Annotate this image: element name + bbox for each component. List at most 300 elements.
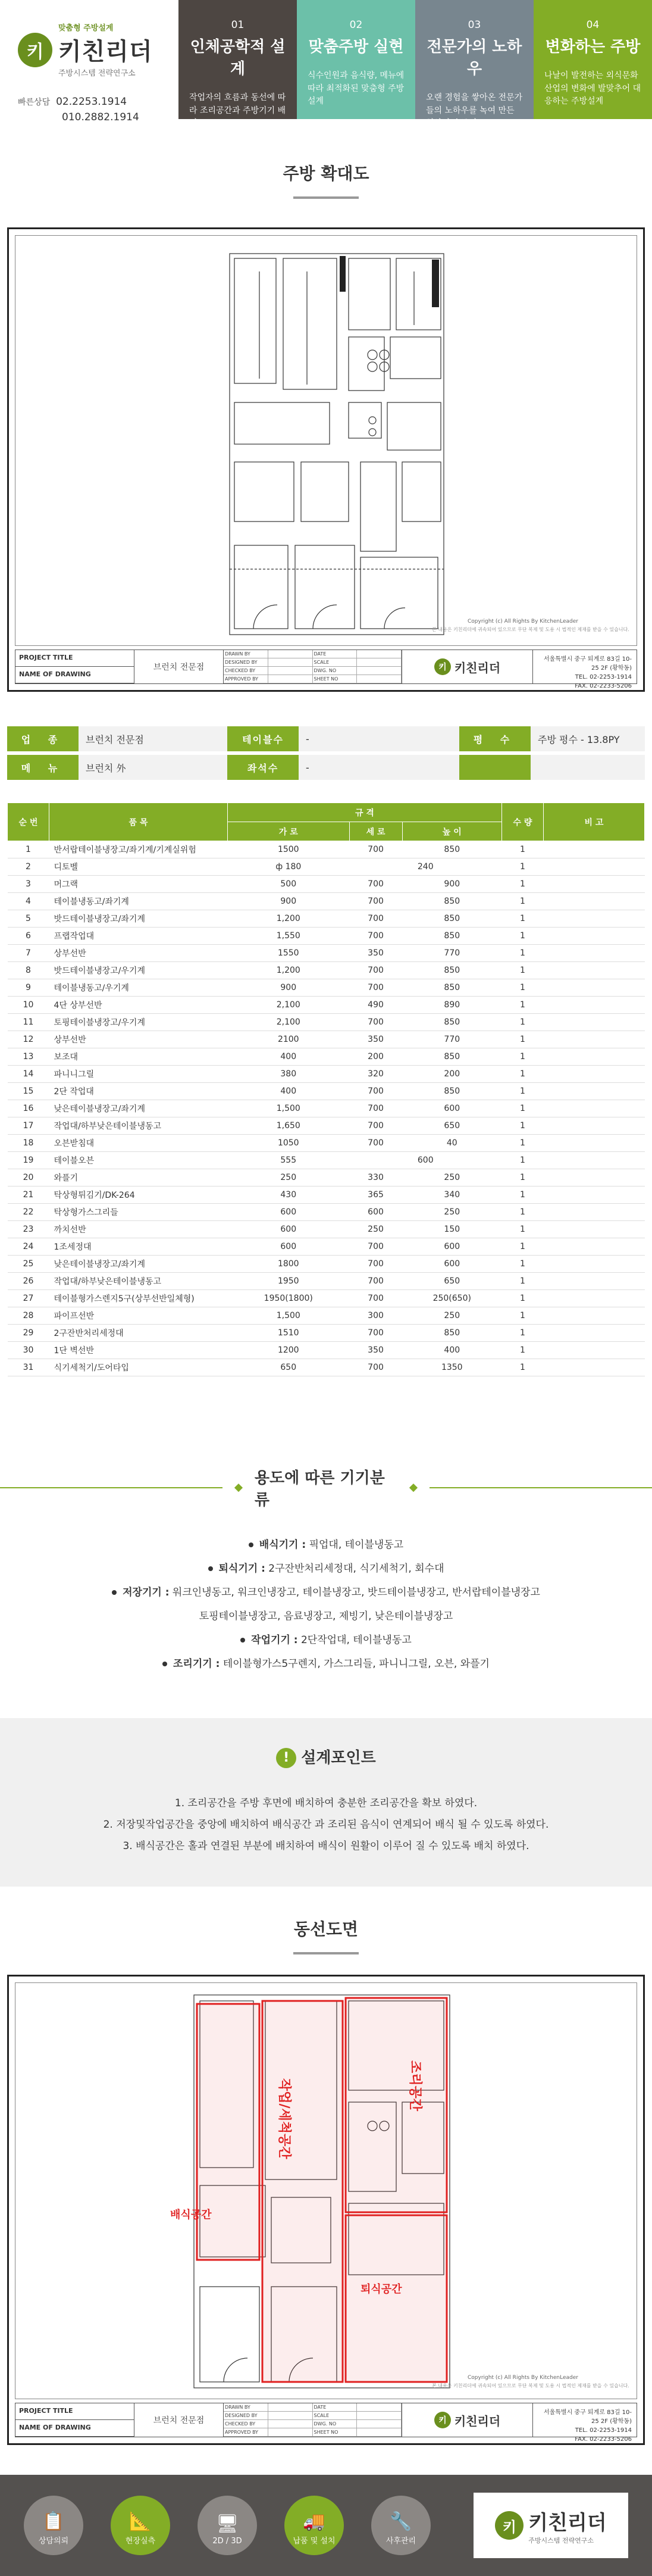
- cell-height: 650: [402, 1117, 501, 1135]
- cell-note: [544, 893, 645, 910]
- cell-width: 600: [228, 1238, 350, 1256]
- cell-height: 250: [402, 1204, 501, 1221]
- drawing-copyright-note: 본 내용은 키친리더에 귀속되어 있으므로 무단 복제 및 도용 시 법적인 제재를 받을 수 있습니다.: [432, 627, 629, 632]
- cell-depth: 350: [349, 1031, 402, 1048]
- design-point: 2. 저장및작업공간을 중앙에 배치하여 배식공간 과 조리된 음식이 연계되어 배식 될 수 있도록 하였다.: [103, 1818, 549, 1831]
- cell-no: 29: [8, 1325, 49, 1342]
- cell-item: 밧드테이블냉장고/우기계: [49, 962, 228, 979]
- bullet-icon: [162, 1662, 167, 1666]
- cell-height: 150: [402, 1221, 501, 1238]
- cell-note: [544, 1048, 645, 1066]
- table-row: [8, 1307, 645, 1325]
- cell-height: 600: [402, 1238, 501, 1256]
- logo-mark-icon: 키: [495, 2511, 524, 2540]
- table-row: [8, 1325, 645, 1342]
- table-row: [8, 910, 645, 928]
- table-row: [8, 1014, 645, 1031]
- cell-depth: 700: [349, 962, 402, 979]
- cell-height: 770: [402, 945, 501, 962]
- col-no: 순 번: [8, 803, 49, 841]
- cell-width: 900: [228, 893, 350, 910]
- cell-depth: 350: [349, 1342, 402, 1359]
- table-row: [8, 1135, 645, 1152]
- feature-desc: 나날이 발전하는 외식문화 산업의 변화에 발맞추어 대응하는 주방설계: [544, 71, 641, 107]
- aftercare-button[interactable]: 🔧 사후관리: [371, 2496, 431, 2555]
- cell-height: 850: [402, 841, 501, 858]
- cell-item: 머그랙: [49, 876, 228, 893]
- cell-height: 340: [402, 1186, 501, 1204]
- cell-note: [544, 945, 645, 962]
- feature-desc: 오랜 경험을 쌓아온 전문가들의 노하우를 녹여 만든 최상의 솔루션: [426, 93, 523, 129]
- cell-item: 디토벨: [49, 858, 228, 876]
- cell-note: [544, 841, 645, 858]
- cell-depth: 700: [349, 1325, 402, 1342]
- cell-qty: 1: [502, 962, 544, 979]
- cell-note: [544, 1135, 645, 1152]
- cell-item: 테이블냉동고/좌기계: [49, 893, 228, 910]
- cell-qty: 1: [502, 1307, 544, 1325]
- spec-table-body: [8, 841, 645, 1376]
- cell-height: 850: [402, 910, 501, 928]
- cell-no: 4: [8, 893, 49, 910]
- drawing-copyright: Copyright (c) All Rights By KitchenLeader: [468, 619, 578, 625]
- cell-height: 400: [402, 1342, 501, 1359]
- cell-note: [544, 962, 645, 979]
- cell-qty: 1: [502, 1186, 544, 1204]
- cell-height: 850: [402, 1048, 501, 1066]
- cell-depth: 700: [349, 1238, 402, 1256]
- cell-no: 27: [8, 1290, 49, 1307]
- cell-no: 22: [8, 1204, 49, 1221]
- cell-width: 250: [228, 1169, 350, 1186]
- cell-no: 31: [8, 1359, 49, 1376]
- cell-note: [544, 1014, 645, 1031]
- cell-no: 30: [8, 1342, 49, 1359]
- table-row: [8, 962, 645, 979]
- cell-note: [544, 1359, 645, 1376]
- cell-note: [544, 979, 645, 997]
- zone-label-serve: 배식공간: [170, 2209, 212, 2222]
- cell-qty: 1: [502, 1238, 544, 1256]
- cell-item: 프랩작업대: [49, 928, 228, 945]
- logo-mark-icon: 키: [434, 2412, 451, 2428]
- cell-note: [544, 1169, 645, 1186]
- col-depth: 세 로: [349, 822, 402, 841]
- col-size: 규 격: [228, 803, 502, 822]
- feature-desc: 식수인원과 음식량, 메뉴에 따라 최적화된 맞춤형 주방설계: [308, 71, 405, 107]
- cell-item: 반서랍테이블냉장고/좌기계/기계실위험: [49, 841, 228, 858]
- cell-no: 15: [8, 1083, 49, 1100]
- cell-no: 10: [8, 997, 49, 1014]
- cell-qty: 1: [502, 1066, 544, 1083]
- feature-3: [415, 0, 534, 129]
- cell-note: [544, 1342, 645, 1359]
- cell-qty: 1: [502, 910, 544, 928]
- cell-item: 테이블형가스렌지5구(상부선반일체형): [49, 1290, 228, 1307]
- cell-no: 13: [8, 1048, 49, 1066]
- exclamation-icon: !: [276, 1748, 296, 1768]
- table-row: [8, 997, 645, 1014]
- cell-note: [544, 1238, 645, 1256]
- cell-qty: 1: [502, 841, 544, 858]
- title-block-address: 서울특별시 중구 퇴계로 83길 10-25 2F (황학동) TEL. 02-2253-1914 FAX. 02-2233-5206: [543, 656, 632, 689]
- feature-title: 맞춤주방 실현: [308, 38, 404, 56]
- table-row: [8, 1100, 645, 1117]
- cell-depth: 490: [349, 997, 402, 1014]
- title-block: [15, 650, 637, 689]
- cell-note: [544, 1204, 645, 1221]
- category-line: 작업기기 : 2단작업대, 테이블냉동고: [0, 1629, 652, 1653]
- cell-item: 테이블오븐: [49, 1152, 228, 1169]
- cell-width: 1550: [228, 945, 350, 962]
- drawing-name-label: NAME OF DRAWING: [15, 667, 134, 683]
- cell-item: 작업대/하부낮은테이블냉동고: [49, 1273, 228, 1290]
- cell-no: 3: [8, 876, 49, 893]
- cell-width: 900: [228, 979, 350, 997]
- cell-qty: 1: [502, 979, 544, 997]
- section-title-flow: 동선도면: [0, 1887, 652, 1954]
- cell-depth: 700: [349, 1100, 402, 1117]
- table-row: [8, 1048, 645, 1066]
- brand-logo[interactable]: [18, 21, 178, 78]
- cell-height: 850: [402, 962, 501, 979]
- project-name: 브런치 전문점: [134, 650, 224, 683]
- cell-depth: 250: [349, 1221, 402, 1238]
- table-row: [8, 1238, 645, 1256]
- table-row: [8, 1221, 645, 1238]
- cell-no: 25: [8, 1256, 49, 1273]
- cell-qty: 1: [502, 1256, 544, 1273]
- cell-item: 1조세정대: [49, 1238, 228, 1256]
- cell-qty: 1: [502, 1031, 544, 1048]
- cell-item: 탁상형가스그리들: [49, 1204, 228, 1221]
- cell-item: 테이블냉동고/우기계: [49, 979, 228, 997]
- cell-item: 보조대: [49, 1048, 228, 1066]
- cell-qty: 1: [502, 1325, 544, 1342]
- feature-num: 03: [468, 19, 481, 31]
- cell-qty: 1: [502, 893, 544, 910]
- cell-item: 까치선반: [49, 1221, 228, 1238]
- cell-qty: 1: [502, 876, 544, 893]
- cell-item: 파니니그릴: [49, 1066, 228, 1083]
- cell-width: ф 180: [228, 858, 350, 876]
- col-item: 품 목: [49, 803, 228, 841]
- cell-height: 770: [402, 1031, 501, 1048]
- design-point: 1. 조리공간을 주방 후면에 배치하여 충분한 조리공간을 확보 하였다.: [174, 1797, 478, 1810]
- cell-note: [544, 876, 645, 893]
- cell-item: 상부선반: [49, 1031, 228, 1048]
- consult-button[interactable]: 📋 상담의뢰: [24, 2496, 83, 2555]
- table-row: [8, 1117, 645, 1135]
- cell-height: 650: [402, 1273, 501, 1290]
- cell-height: 250: [402, 1169, 501, 1186]
- cell-no: 6: [8, 928, 49, 945]
- title-block-logo: 키 키친리더: [402, 650, 533, 683]
- cell-height: 850: [402, 893, 501, 910]
- feature-1: [178, 0, 297, 129]
- cell-qty: 1: [502, 1135, 544, 1152]
- cell-qty: 1: [502, 1100, 544, 1117]
- cell-item: 와플기: [49, 1169, 228, 1186]
- cell-note: [544, 928, 645, 945]
- cell-item: 낮은테이블냉장고/좌기계: [49, 1100, 228, 1117]
- table-row: [8, 876, 645, 893]
- cell-height: 200: [402, 1066, 501, 1083]
- design-point: 3. 배식공간은 홀과 연결된 부분에 배치하여 배식이 원활이 이루어 질 수 있도록 배치 하였다.: [123, 1840, 529, 1852]
- table-row: [8, 1031, 645, 1048]
- cell-no: 20: [8, 1169, 49, 1186]
- cell-note: [544, 1117, 645, 1135]
- cell-width: 2100: [228, 1031, 350, 1048]
- cell-item: 식기세척기/도어타입: [49, 1359, 228, 1376]
- cell-width: 1800: [228, 1256, 350, 1273]
- cell-depth: 700: [349, 841, 402, 858]
- cell-no: 16: [8, 1100, 49, 1117]
- cell-depth-height: 600: [349, 1152, 501, 1169]
- cell-width: 430: [228, 1186, 350, 1204]
- cell-item: 파이프선반: [49, 1307, 228, 1325]
- cell-item: 낮은테이블냉장고/좌기계: [49, 1256, 228, 1273]
- cell-qty: 1: [502, 1083, 544, 1100]
- zone-label-work: 작업/세척공간: [277, 2078, 291, 2159]
- cell-note: [544, 910, 645, 928]
- cell-item: 4단 상부선반: [49, 997, 228, 1014]
- bullet-icon: [240, 1638, 245, 1643]
- monitor-icon: 🖥: [215, 2513, 239, 2535]
- cell-width: 1050: [228, 1135, 350, 1152]
- footer-logo[interactable]: 키 키친리더 주방시스템 전략연구소: [474, 2493, 628, 2558]
- cell-depth: 700: [349, 928, 402, 945]
- flow-svg: [15, 1983, 635, 2399]
- cell-no: 19: [8, 1152, 49, 1169]
- category-line: 조리기기 : 테이블형가스5구렌지, 가스그리들, 파니니그릴, 오븐, 와플기: [0, 1653, 652, 1676]
- cell-item: 토핑테이블냉장고/우기계: [49, 1014, 228, 1031]
- cell-depth: 700: [349, 1117, 402, 1135]
- floorplan-svg: [15, 236, 635, 645]
- design-2d3d-button[interactable]: 🖥 2D / 3D: [198, 2496, 257, 2555]
- zone-label-return: 퇴식공간: [361, 2283, 402, 2296]
- cell-note: [544, 1100, 645, 1117]
- cell-width: 1,500: [228, 1307, 350, 1325]
- cell-depth: 700: [349, 979, 402, 997]
- cell-width: 1,550: [228, 928, 350, 945]
- project-title-label: PROJECT TITLE: [15, 650, 134, 667]
- cell-width: 1,200: [228, 962, 350, 979]
- cell-height: 250(650): [402, 1290, 501, 1307]
- cell-qty: 1: [502, 1117, 544, 1135]
- table-row: [8, 1083, 645, 1100]
- cell-depth: 200: [349, 1048, 402, 1066]
- cell-depth: 350: [349, 945, 402, 962]
- bullet-icon: [208, 1566, 213, 1571]
- cell-item: 2단 작업대: [49, 1083, 228, 1100]
- logo-mark-icon: 키: [18, 33, 52, 67]
- cell-item: 탁상형튀김기/DK-264: [49, 1186, 228, 1204]
- delivery-button[interactable]: 🚚 납품 및 설치: [284, 2496, 344, 2555]
- table-row: [8, 1204, 645, 1221]
- cell-depth: 700: [349, 1273, 402, 1290]
- phone-mobile[interactable]: 010.2882.1914: [62, 111, 139, 123]
- table-row: [8, 1186, 645, 1204]
- cell-qty: 1: [502, 945, 544, 962]
- project-info-table: [7, 723, 645, 783]
- col-note: 비 고: [544, 803, 645, 841]
- cell-qty: 1: [502, 1290, 544, 1307]
- category-heading: [0, 1466, 652, 1510]
- cell-qty: 1: [502, 1014, 544, 1031]
- category-list: [0, 1534, 652, 1676]
- cell-width: 500: [228, 876, 350, 893]
- svg-text:Copyright (c) All Rights By Ki: Copyright (c) All Rights By KitchenLeader: [468, 2375, 578, 2381]
- feature-title: 인체공학적 설계: [190, 38, 286, 78]
- table-row: [8, 979, 645, 997]
- cell-no: 14: [8, 1066, 49, 1083]
- menu-label: 메 뉴: [7, 755, 79, 780]
- cell-note: [544, 1152, 645, 1169]
- menu-value: 브런치 外: [79, 755, 227, 780]
- category-line: 저장기기 : 워크인냉동고, 워크인냉장고, 테이블냉장고, 밧드테이블냉장고, 반서랍테이블냉장고: [0, 1581, 652, 1605]
- cell-qty: 1: [502, 1221, 544, 1238]
- cell-depth: 700: [349, 1135, 402, 1152]
- flow-frame: [7, 1975, 645, 2445]
- table-row: [8, 858, 645, 876]
- cell-width: 2,100: [228, 1014, 350, 1031]
- feature-num: 01: [231, 19, 244, 31]
- cell-depth: 700: [349, 1083, 402, 1100]
- cell-no: 18: [8, 1135, 49, 1152]
- cell-note: [544, 1325, 645, 1342]
- section-title-floorplan: 주방 확대도: [0, 119, 652, 199]
- cell-width: 600: [228, 1221, 350, 1238]
- truck-icon: 🚚: [303, 2511, 325, 2533]
- col-width: 가 로: [228, 822, 350, 841]
- cell-no: 1: [8, 841, 49, 858]
- cell-width: 400: [228, 1048, 350, 1066]
- cell-qty: 1: [502, 858, 544, 876]
- cell-item: 1단 벽선반: [49, 1342, 228, 1359]
- cell-no: 7: [8, 945, 49, 962]
- cell-depth: 330: [349, 1169, 402, 1186]
- cell-width: 1,650: [228, 1117, 350, 1135]
- title-block: PROJECT TITLE NAME OF DRAWING 브런치 전문점 DRAWN BY DATE DESIGNED BY SCALE CHECKED BY DWG. NO APPROVED BY SHEET NO 키 키친리더 서울특별시 중구 퇴계로 83길 10-25 2F (황학동) TEL. 02-2253-1914 FAX. 02-2233-5206: [15, 2403, 637, 2437]
- cell-note: [544, 1273, 645, 1290]
- cell-qty: 1: [502, 1169, 544, 1186]
- seats-value: -: [299, 755, 459, 780]
- cell-height: 890: [402, 997, 501, 1014]
- cell-width: 1500: [228, 841, 350, 858]
- table-row: [8, 928, 645, 945]
- cell-depth: 700: [349, 876, 402, 893]
- biz-type-value: 브런치 전문점: [79, 726, 227, 751]
- seats-label: 좌석수: [227, 755, 299, 780]
- tables-value: -: [299, 726, 459, 751]
- feature-title: 변화하는 주방: [545, 38, 641, 56]
- table-row: [8, 1290, 645, 1307]
- clipboard-icon: 📋: [42, 2511, 65, 2533]
- cell-depth: 700: [349, 1014, 402, 1031]
- cell-height: 850: [402, 1083, 501, 1100]
- cell-no: 21: [8, 1186, 49, 1204]
- cell-depth: 700: [349, 893, 402, 910]
- cell-qty: 1: [502, 1273, 544, 1290]
- cell-no: 24: [8, 1238, 49, 1256]
- svg-text:본 내용은 키친리더에 귀속되어 있으므로 무단 복제 및: 본 내용은 키친리더에 귀속되어 있으므로 무단 복제 및 도용 시 법적인 제재를 받을 수 있습니다.: [432, 2383, 629, 2389]
- feature-4: [534, 0, 652, 119]
- cell-qty: 1: [502, 997, 544, 1014]
- feature-num: 02: [349, 19, 363, 31]
- table-row: [8, 1066, 645, 1083]
- footer: [0, 2475, 652, 2576]
- cell-height: 600: [402, 1256, 501, 1273]
- cell-width: 380: [228, 1066, 350, 1083]
- cell-width: 400: [228, 1083, 350, 1100]
- phone-primary[interactable]: 02.2253.1914: [56, 96, 127, 108]
- wrench-icon: 🔧: [390, 2511, 412, 2533]
- cell-depth: 365: [349, 1186, 402, 1204]
- brand-sub: 주방시스템 전략연구소: [58, 69, 136, 78]
- design-points-heading: ! 설계포인트: [0, 1746, 652, 1769]
- tables-label: 테이블수: [227, 726, 299, 751]
- cell-qty: 1: [502, 1204, 544, 1221]
- cell-note: [544, 1031, 645, 1048]
- cell-item: 작업대/하부낮은테이블냉동고: [49, 1117, 228, 1135]
- table-row: [8, 945, 645, 962]
- cell-no: 26: [8, 1273, 49, 1290]
- table-row: [8, 1169, 645, 1186]
- header: [0, 0, 652, 129]
- measure-button[interactable]: 📐 현장실측: [111, 2496, 170, 2555]
- biz-type-label: 업 종: [7, 726, 79, 751]
- flow-drawing[interactable]: [15, 1982, 637, 2399]
- table-row: [8, 841, 645, 858]
- cell-width: 1510: [228, 1325, 350, 1342]
- cell-height: 1350: [402, 1359, 501, 1376]
- cell-no: 28: [8, 1307, 49, 1325]
- cell-note: [544, 1290, 645, 1307]
- cell-depth: 700: [349, 1359, 402, 1376]
- equipment-spec-table: [7, 803, 645, 1376]
- cell-note: [544, 1186, 645, 1204]
- cell-note: [544, 997, 645, 1014]
- cell-qty: 1: [502, 1048, 544, 1066]
- cell-no: 8: [8, 962, 49, 979]
- cell-height: 900: [402, 876, 501, 893]
- cell-note: [544, 1221, 645, 1238]
- cell-width: 650: [228, 1359, 350, 1376]
- category-line: 배식기기 : 픽업대, 테이블냉동고: [0, 1534, 652, 1557]
- cell-no: 11: [8, 1014, 49, 1031]
- cell-note: [544, 1256, 645, 1273]
- cell-note: [544, 858, 645, 876]
- cell-width: 1200: [228, 1342, 350, 1359]
- logo-mark-icon: 키: [434, 658, 451, 675]
- floorplan-drawing[interactable]: [15, 235, 637, 646]
- area-label: 평 수: [459, 726, 531, 751]
- diamond-icon: [409, 1484, 418, 1492]
- cell-width: 1,200: [228, 910, 350, 928]
- brand-name: 키친리더: [58, 38, 153, 65]
- cell-item: 오븐받침대: [49, 1135, 228, 1152]
- category-line: 토핑테이블냉장고, 음료냉장고, 제빙기, 낮은테이블냉장고: [199, 1610, 453, 1622]
- bullet-icon: [249, 1543, 253, 1547]
- cell-item: 2구잔반처리세정대: [49, 1325, 228, 1342]
- cell-height: 850: [402, 979, 501, 997]
- cell-depth: 700: [349, 1290, 402, 1307]
- col-height: 높 이: [402, 822, 501, 841]
- cell-note: [544, 1307, 645, 1325]
- table-row: [8, 1273, 645, 1290]
- cell-width: 555: [228, 1152, 350, 1169]
